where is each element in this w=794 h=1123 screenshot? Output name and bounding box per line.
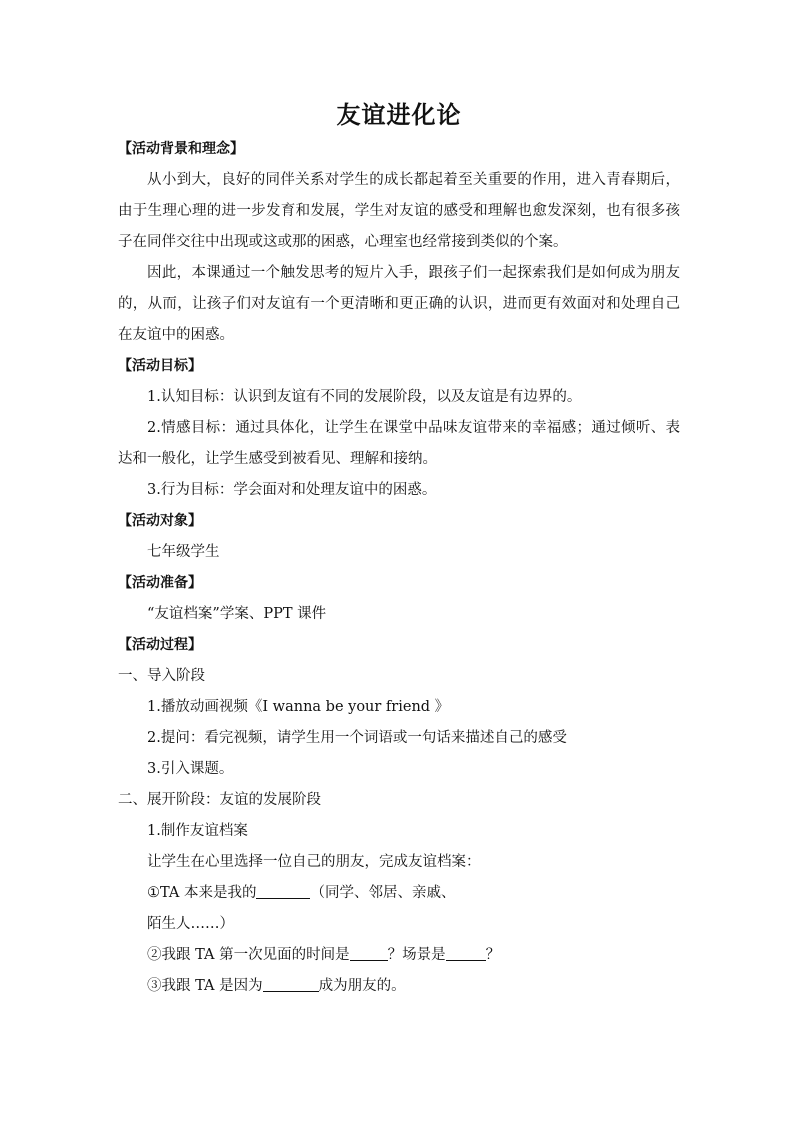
document-content [118,96,680,1002]
stage-2-intro: 让学生在心里选择一位自己的朋友，完成友谊档案： [147,854,481,870]
question-2-blank-scene [446,944,486,961]
stage-2-title: 二、展开阶段：友谊的发展阶段 [118,792,321,808]
question-2 [118,940,680,971]
background-paragraph-2: 因此，本课通过一个触发思考的短片入手，跟孩子们一起探索我们是如何成为朋友的，从而，让孩子们对友谊有一个更清晰和更正确的认识，进而更有效面对和处理自己在友谊中的困惑。 [118,265,680,343]
page-title: 友谊进化论 [336,100,462,129]
section-heading-process: 【活动过程】 [118,637,202,653]
question-2-end: ？ [485,947,501,963]
stage-1-title: 一、导入阶段 [118,668,205,684]
background-paragraph-1: 从小到大，良好的同伴关系对学生的成长都起着至关重要的作用，进入青春期后，由于生理心理的进一步发育和发展，学生对友谊的感受和理解也愈发深刻，也有很多孩子在同伴交往中出现或这或那的困惑，心理室也经常接到类似的个案。 [118,172,680,250]
question-3 [118,971,680,1002]
question-1-blank [256,882,310,899]
stage-1-item-3: 3.引入课题。 [147,761,234,777]
question-2-middle: ？场景是 [387,947,446,963]
question-1-prefix: ①TA 本来是我的 [147,885,257,901]
audience-text: 七年级学生 [147,544,220,560]
question-1 [118,878,680,909]
question-3-suffix: 成为朋友的。 [318,978,406,994]
section-heading-preparation: 【活动准备】 [118,575,202,591]
question-3-prefix: ③我跟 TA 是因为 [147,978,263,994]
question-2-prefix: ②我跟 TA 第一次见面的时间是 [147,947,350,963]
preparation-text: “友谊档案”学案、PPT 课件 [147,606,327,622]
section-heading-goals: 【活动目标】 [118,358,202,374]
question-1-continued: 陌生人……） [147,916,234,932]
question-3-blank [263,975,319,992]
goal-item-2: 2.情感目标：通过具体化，让学生在课堂中品味友谊带来的幸福感；通过倾听、表达和一般化，让学生感受到被看见、理解和接纳。 [118,420,680,467]
stage-1-item-2: 2.提问：看完视频，请学生用一个词语或一句话来描述自己的感受 [147,730,567,746]
section-heading-background: 【活动背景和理念】 [118,141,244,157]
question-2-blank-time [350,944,388,961]
stage-2-sub-1: 1.制作友谊档案 [147,823,248,839]
goal-item-1: 1.认知目标：认识到友谊有不同的发展阶段，以及友谊是有边界的。 [147,389,582,405]
section-heading-audience: 【活动对象】 [118,513,202,529]
question-1-options: （同学、邻居、亲戚、 [310,885,456,901]
goal-item-3: 3.行为目标：学会面对和处理友谊中的困惑。 [147,482,437,498]
stage-1-item-1: 1.播放动画视频《I wanna be your friend 》 [147,699,450,715]
